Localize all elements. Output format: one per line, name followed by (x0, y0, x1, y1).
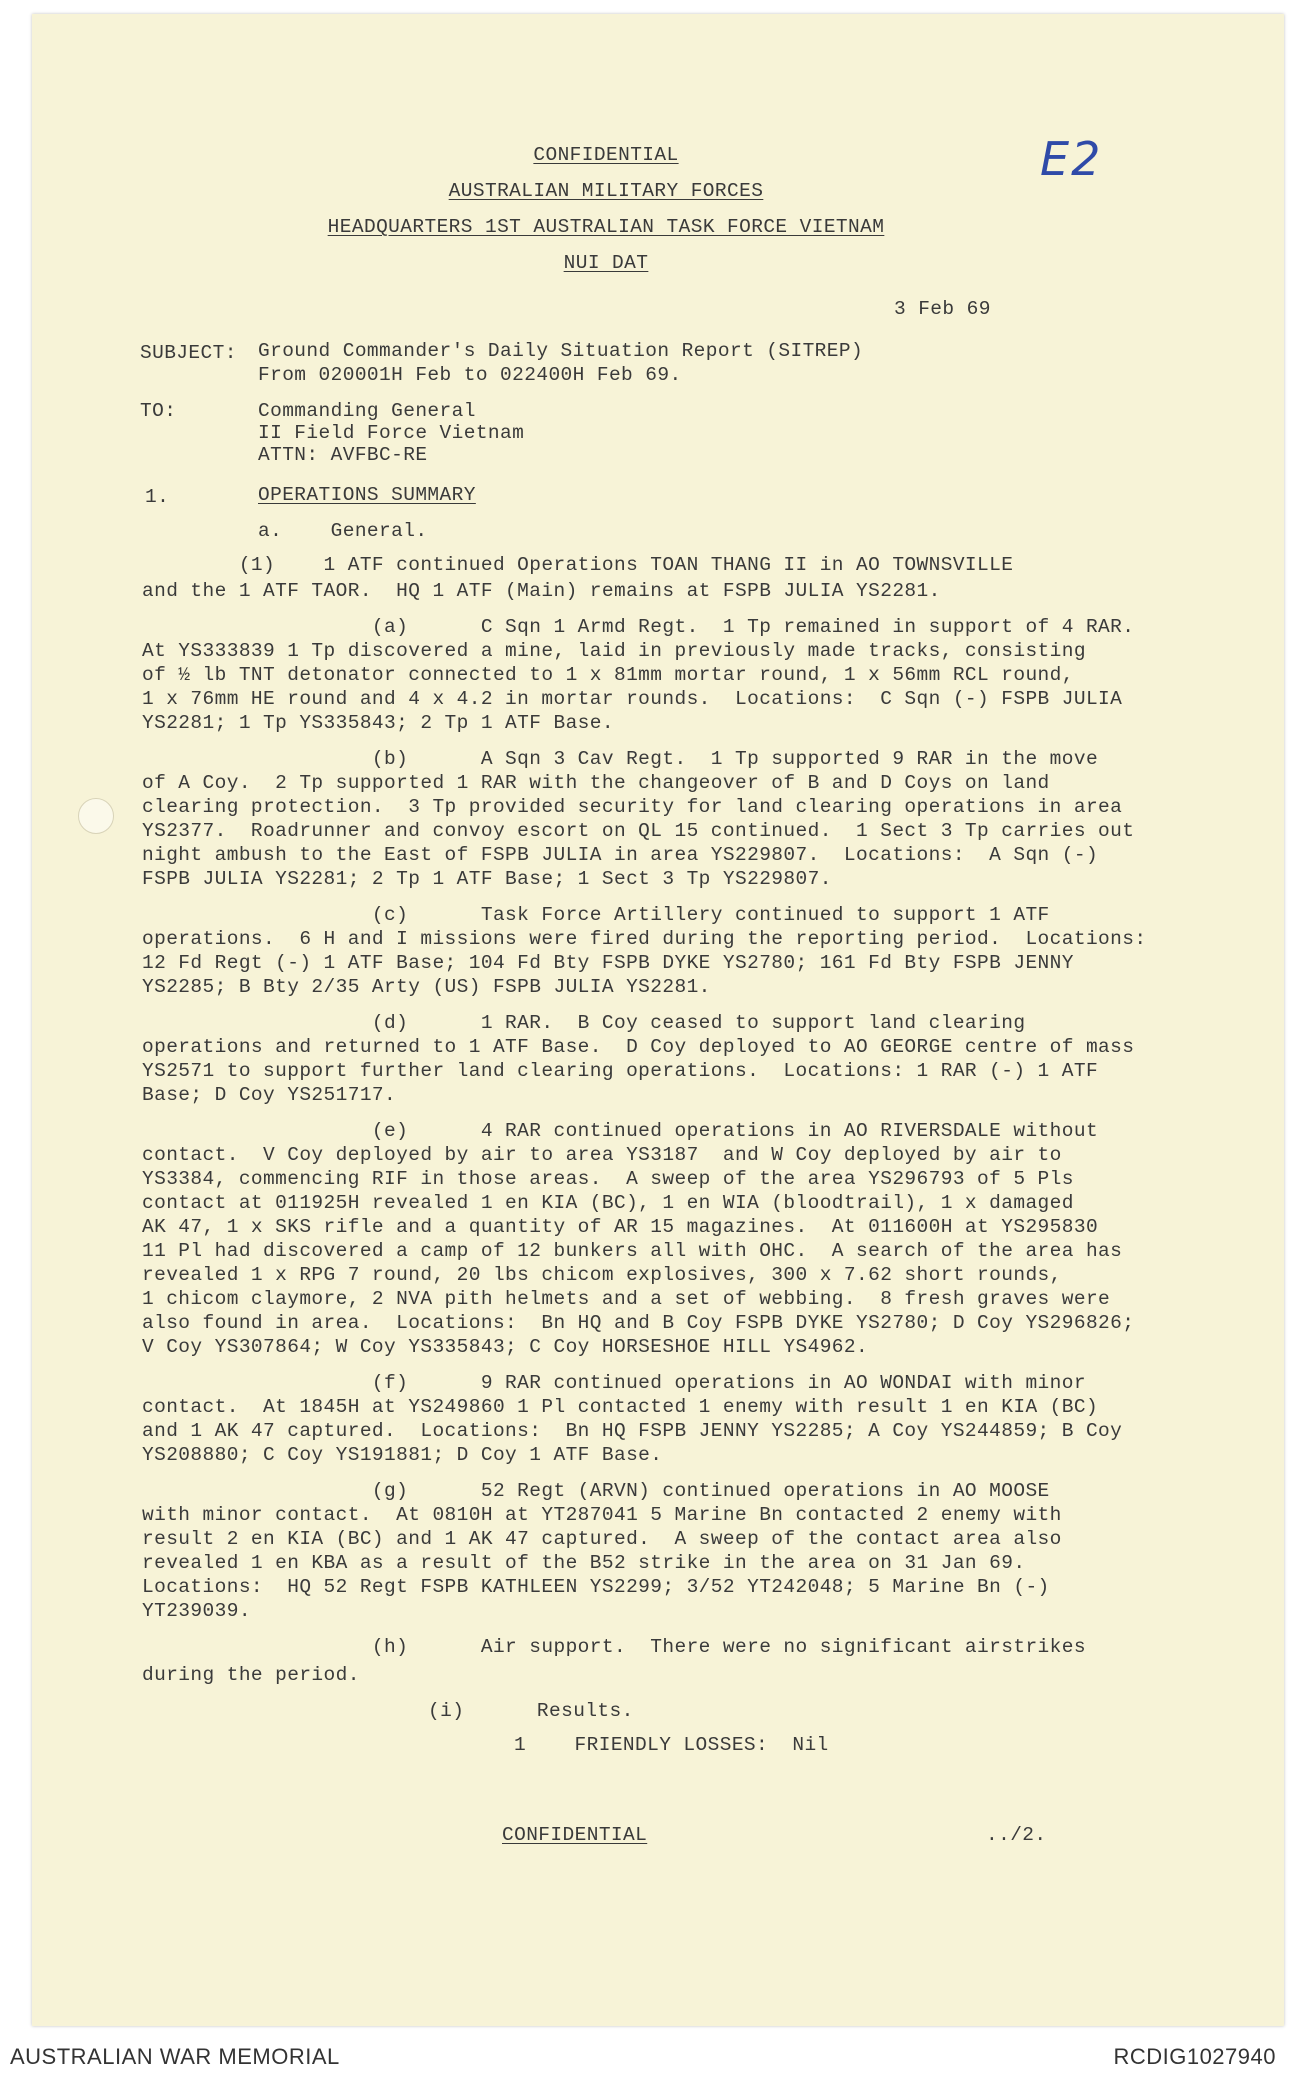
classification-header: CONFIDENTIAL (533, 144, 679, 166)
paragraph-h-line: (h) Air support. There were no significant airstrikes (142, 1636, 1086, 1658)
subject-label: SUBJECT: (140, 342, 237, 364)
paragraph-h-line: during the period. (142, 1664, 360, 1686)
subsection-general: a. General. (258, 520, 428, 542)
paragraph-e-line: contact at 011925H revealed 1 en KIA (BC), 1 en WIA (bloodtrail), 1 x damaged (142, 1192, 1074, 1214)
paragraph-g-line: (g) 52 Regt (ARVN) continued operations in AO MOOSE (142, 1480, 1050, 1502)
paragraph-c-line: YS2285; B Bty 2/35 Arty (US) FSPB JULIA YS2281. (142, 976, 711, 998)
paragraph-d-line: Base; D Coy YS251717. (142, 1084, 397, 1106)
handwritten-annotation: E2 (1040, 132, 1103, 186)
to-line: Commanding General (258, 400, 476, 422)
paragraph-g-line: result 2 en KIA (BC) and 1 AK 47 captured. A sweep of the contact area also (142, 1528, 1062, 1550)
paragraph-e-line: (e) 4 RAR continued operations in AO RIVERSDALE without (142, 1120, 1099, 1142)
org-heading: AUSTRALIAN MILITARY FORCES (448, 180, 764, 202)
paragraph-e-line: contact. V Coy deployed by air to area YS3187 and W Coy deployed by air to (142, 1144, 1062, 1166)
paragraph-d-line: operations and returned to 1 ATF Base. D Coy deployed to AO GEORGE centre of mass (142, 1036, 1135, 1058)
paragraph-c-line: (c) Task Force Artillery continued to support 1 ATF (142, 904, 1050, 926)
to-label: TO: (140, 400, 177, 422)
paragraph-g-line: with minor contact. At 0810H at YT287041 5 Marine Bn contacted 2 enemy with (142, 1504, 1062, 1526)
paragraph-1-line: (1) 1 ATF continued Operations TOAN THANG II in AO TOWNSVILLE (142, 554, 1014, 576)
punch-hole (78, 798, 114, 834)
paragraph-i: (i) Results. (428, 1700, 634, 1722)
subject-line: From 020001H Feb to 022400H Feb 69. (258, 364, 682, 386)
paragraph-e-line: V Coy YS307864; W Coy YS335843; C Coy HORSESHOE HILL YS4962. (142, 1336, 869, 1358)
paragraph-a-line: (a) C Sqn 1 Armd Regt. 1 Tp remained in support of 4 RAR. (142, 616, 1135, 638)
paragraph-e-line: revealed 1 x RPG 7 round, 20 lbs chicom explosives, 300 x 7.62 short rounds, (142, 1264, 1062, 1286)
paragraph-a-line: 1 x 76mm HE round and 4 x 4.2 in mortar rounds. Locations: C Sqn (-) FSPB JULIA (142, 688, 1123, 710)
paragraph-a-line: of ½ lb TNT detonator connected to 1 x 81mm mortar round, 1 x 56mm RCL round, (142, 664, 1074, 686)
record-id: RCDIG1027940 (1113, 2044, 1276, 2069)
paragraph-f-line: (f) 9 RAR continued operations in AO WONDAI with minor (142, 1372, 1086, 1394)
paragraph-e-line: AK 47, 1 x SKS rifle and a quantity of AR 15 magazines. At 011600H at YS295830 (142, 1216, 1099, 1238)
paragraph-d-line: YS2571 to support further land clearing operations. Locations: 1 RAR (-) 1 ATF (142, 1060, 1099, 1082)
to-line: ATTN: AVFBC-RE (258, 444, 428, 466)
paragraph-a-line: YS2281; 1 Tp YS335843; 2 Tp 1 ATF Base. (142, 712, 614, 734)
paragraph-c-line: operations. 6 H and I missions were fired during the reporting period. Locations: (142, 928, 1147, 950)
paragraph-f-line: YS208880; C Coy YS191881; D Coy 1 ATF Base. (142, 1444, 663, 1466)
paragraph-e-line: also found in area. Locations: Bn HQ and B Coy FSPB DYKE YS2780; D Coy YS296826; (142, 1312, 1135, 1334)
paragraph-a-line: At YS333839 1 Tp discovered a mine, laid in previously made tracks, consisting (142, 640, 1086, 662)
location-heading: NUI DAT (563, 252, 649, 274)
paragraph-f-line: and 1 AK 47 captured. Locations: Bn HQ FSPB JENNY YS2285; A Coy YS244859; B Coy (142, 1420, 1123, 1442)
paragraph-e-line: 11 Pl had discovered a camp of 12 bunkers all with OHC. A search of the area has (142, 1240, 1123, 1262)
section-number: 1. (145, 486, 170, 508)
source-credit: AUSTRALIAN WAR MEMORIAL (10, 2044, 340, 2069)
to-line: II Field Force Vietnam (258, 422, 525, 444)
classification-footer: CONFIDENTIAL (502, 1824, 648, 1846)
paragraph-b-line: FSPB JULIA YS2281; 2 Tp 1 ATF Base; 1 Sect 3 Tp YS229807. (142, 868, 832, 890)
paragraph-b-line: YS2377. Roadrunner and convoy escort on QL 15 continued. 1 Sect 3 Tp carries out (142, 820, 1135, 842)
paragraph-b-line: clearing protection. 3 Tp provided security for land clearing operations in area (142, 796, 1123, 818)
paragraph-c-line: 12 Fd Regt (-) 1 ATF Base; 104 Fd Bty FSPB DYKE YS2780; 161 Fd Bty FSPB JENNY (142, 952, 1074, 974)
paragraph-b-line: of A Coy. 2 Tp supported 1 RAR with the changeover of B and D Coys on land (142, 772, 1050, 794)
paragraph-1-line: and the 1 ATF TAOR. HQ 1 ATF (Main) remains at FSPB JULIA YS2281. (142, 580, 941, 602)
section-title: OPERATIONS SUMMARY (258, 484, 476, 506)
paragraph-e-line: 1 chicom claymore, 2 NVA pith helmets and a set of webbing. 8 fresh graves were (142, 1288, 1111, 1310)
paragraph-d-line: (d) 1 RAR. B Coy ceased to support land clearing (142, 1012, 1026, 1034)
paragraph-g-line: revealed 1 en KBA as a result of the B52 strike in the area on 31 Jan 69. (142, 1552, 1026, 1574)
friendly-losses: 1 FRIENDLY LOSSES: Nil (514, 1734, 829, 1756)
document-date: 3 Feb 69 (894, 298, 991, 320)
paragraph-e-line: YS3384, commencing RIF in those areas. A sweep of the area YS296793 of 5 Pls (142, 1168, 1074, 1190)
paragraph-g-line: YT239039. (142, 1600, 251, 1622)
paragraph-b-line: (b) A Sqn 3 Cav Regt. 1 Tp supported 9 RAR in the move (142, 748, 1099, 770)
subject-line: Ground Commander's Daily Situation Report (SITREP) (258, 340, 864, 362)
paragraph-f-line: contact. At 1845H at YS249860 1 Pl contacted 1 enemy with result 1 en KIA (BC) (142, 1396, 1099, 1418)
page-continuation: ../2. (986, 1824, 1047, 1846)
paragraph-g-line: Locations: HQ 52 Regt FSPB KATHLEEN YS2299; 3/52 YT242048; 5 Marine Bn (-) (142, 1576, 1050, 1598)
paragraph-b-line: night ambush to the East of FSPB JULIA in area YS229807. Locations: A Sqn (-) (142, 844, 1099, 866)
document-page (32, 14, 1284, 2026)
hq-heading: HEADQUARTERS 1ST AUSTRALIAN TASK FORCE VIETNAM (327, 216, 885, 238)
